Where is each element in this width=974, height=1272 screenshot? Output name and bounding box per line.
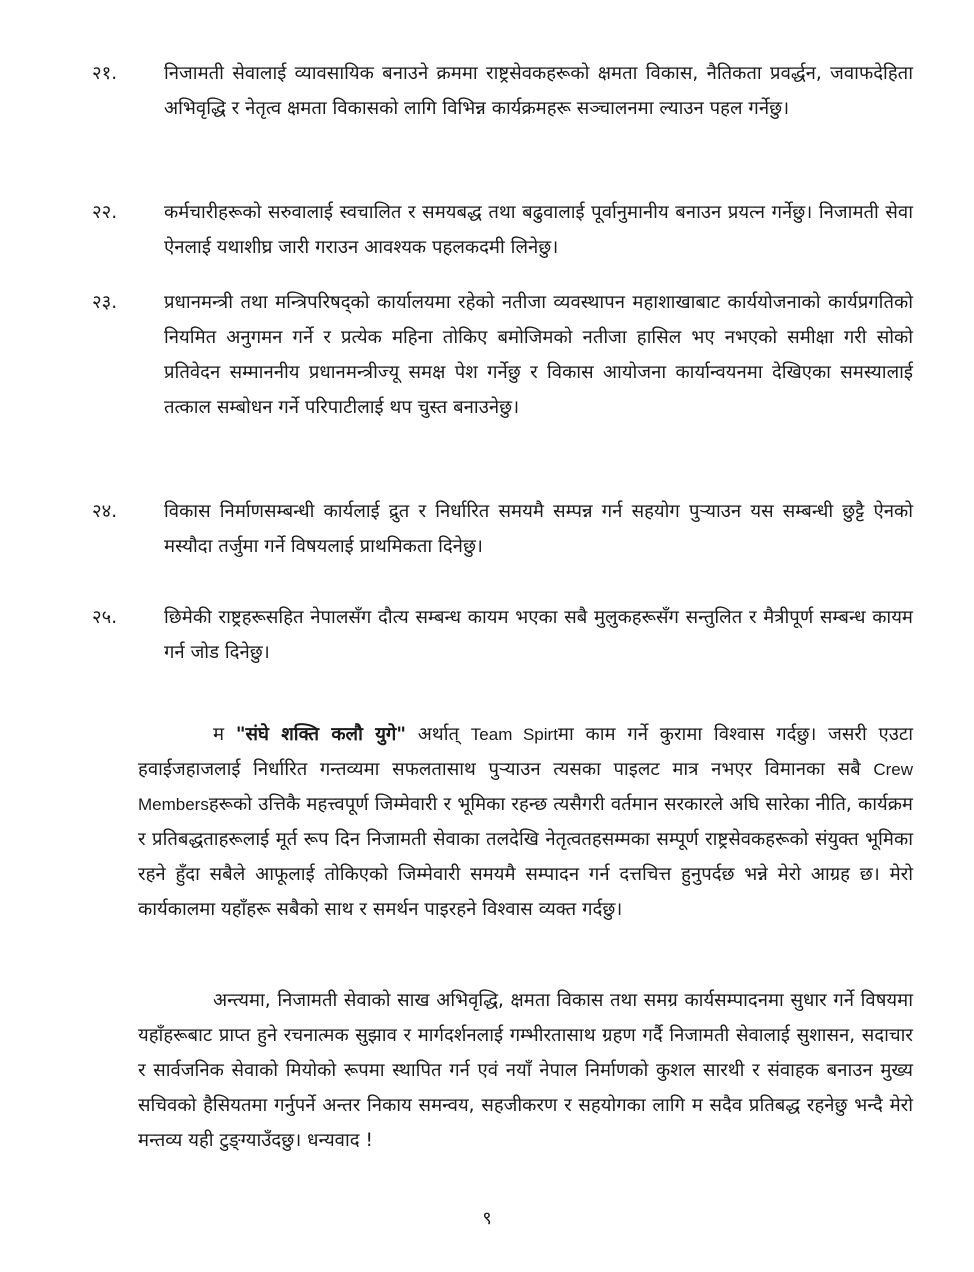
para-text: मा काम गर्ने कुरामा विश्वास गर्दछु। जसरी एउटा हवाईजहाजलाई निर्धारित गन्तव्यमा सफलतासाथ पुऱ्याउन त्यसका पाइलट मात्र नभएर विमानका सबै bbox=[138, 724, 913, 780]
para-text: अर्थात् bbox=[417, 724, 460, 745]
item-text: कर्मचारीहरूको सरुवालाई स्वचालित र समयबद्ध तथा बढुवालाई पूर्वानुमानीय बनाउन प्रयत्न गर्नेछु। निजामती सेवा ऐनलाई यथाशीघ्र जारी गराउन आवश्यक पहलकदमी लिनेछु। bbox=[164, 202, 913, 258]
page-number: ९ bbox=[482, 1208, 492, 1229]
motto: "संघे शक्ति कलौ युगे" bbox=[235, 724, 406, 745]
list-item-22 bbox=[92, 195, 913, 265]
item-text: छिमेकी राष्ट्रहरूसहित नेपालसँग दौत्य सम्बन्ध कायम भएका सबै मुलुकहरूसँग सन्तुलित र मैत्रीपूर्ण सम्बन्ध कायम गर्न जोड दिनेछु। bbox=[164, 607, 913, 663]
paragraph-team-spirit bbox=[138, 717, 913, 927]
item-number: २३. bbox=[92, 292, 118, 313]
list-item-23 bbox=[92, 285, 913, 425]
item-text: निजामती सेवालाई व्यावसायिक बनाउने क्रममा राष्ट्रसेवकहरूको क्षमता विकास, नैतिकता प्रवर्द्धन, जवाफदेहिता अभिवृद्धि र नेतृत्व क्षमता विकासको लागि विभिन्न कार्यक्रमहरू सञ्चालनमा ल्याउन पहल गर्नेछु। bbox=[164, 63, 913, 119]
item-text: विकास निर्माणसम्बन्धी कार्यलाई द्रुत र निर्धारित समयमै सम्पन्न गर्न सहयोग पुऱ्याउन यस सम्बन्धी छुट्टै ऐनको मस्यौदा तर्जुमा गर्ने विषयलाई प्राथमिकता दिनेछु। bbox=[164, 501, 913, 557]
crew-members-term: Crew Members bbox=[138, 760, 913, 814]
list-item-24 bbox=[92, 494, 913, 564]
list-item-21 bbox=[92, 56, 913, 126]
item-text: प्रधानमन्त्री तथा मन्त्रिपरिषद्को कार्यालयमा रहेको नतीजा व्यवस्थापन महाशाखाबाट कार्ययोजनाको कार्यप्रगतिको नियमित अनुगमन गर्ने र प्रत्येक महिना तोकिए बमोजिमको नतीजा हासिल भए नभएको समीक्षा गरी सोको प्रतिवेदन सम्माननीय प्रधानमन्त्रीज्यू समक्ष पेश गर्नेछु र विकास आयोजना कार्यान्वयनमा देखिएका समस्यालाई तत्काल सम्बोधन गर्ने परिपाटीलाई थप चुस्त बनाउनेछु। bbox=[164, 292, 913, 418]
para-lead: म bbox=[213, 724, 225, 745]
item-number: २१. bbox=[92, 63, 118, 84]
list-item-25 bbox=[92, 600, 913, 670]
para-text: हरूको उत्तिकै महत्त्वपूर्ण जिम्मेवारी र भूमिका रहन्छ त्यसैगरी वर्तमान सरकारले अघि सारेका नीति, कार्यक्रम र प्रतिबद्धताहरूलाई मूर्त रूप दिन निजामती सेवाका तलदेखि नेतृत्वतहसम्मका सम्पूर्ण राष्ट्रसेवकहरूको संयुक्त भूमिका रहने हुँदा सबैले आफूलाई तोकिएको जिम्मेवारी समयमै सम्पादन गर्न दत्तचित्त हुनुपर्दछ भन्ने मेरो आग्रह छ। मेरो कार्यकालमा यहाँहरू सबैको साथ र समर्थन पाइरहने विश्वास व्यक्त गर्दछु। bbox=[138, 794, 913, 920]
team-spirit-term: Team Spirt bbox=[470, 725, 558, 744]
item-number: २२. bbox=[92, 202, 118, 223]
item-number: २४. bbox=[92, 501, 118, 522]
paragraph-conclusion: अन्त्यमा, निजामती सेवाको साख अभिवृद्धि, क्षमता विकास तथा समग्र कार्यसम्पादनमा सुधार गर्ने विषयमा यहाँहरूबाट प्राप्त हुने रचनात्मक सुझाव र मार्गदर्शनलाई गम्भीरतासाथ ग्रहण गर्दै निजामती सेवालाई सुशासन, सदाचार र सार्वजनिक सेवाको मियोको रूपमा स्थापित गर्न एवं नयाँ नेपाल निर्माणको कुशल सारथी र संवाहक बनाउन मुख्य सचिवको हैसियतमा गर्नुपर्ने अन्तर निकाय समन्वय, सहजीकरण र सहयोगका लागि म सदैव प्रतिबद्ध रहनेछु भन्दै मेरो मन्तव्य यही टुङ्ग्याउँदछु। धन्यवाद ! bbox=[138, 990, 913, 1151]
item-number: २५. bbox=[92, 607, 118, 628]
